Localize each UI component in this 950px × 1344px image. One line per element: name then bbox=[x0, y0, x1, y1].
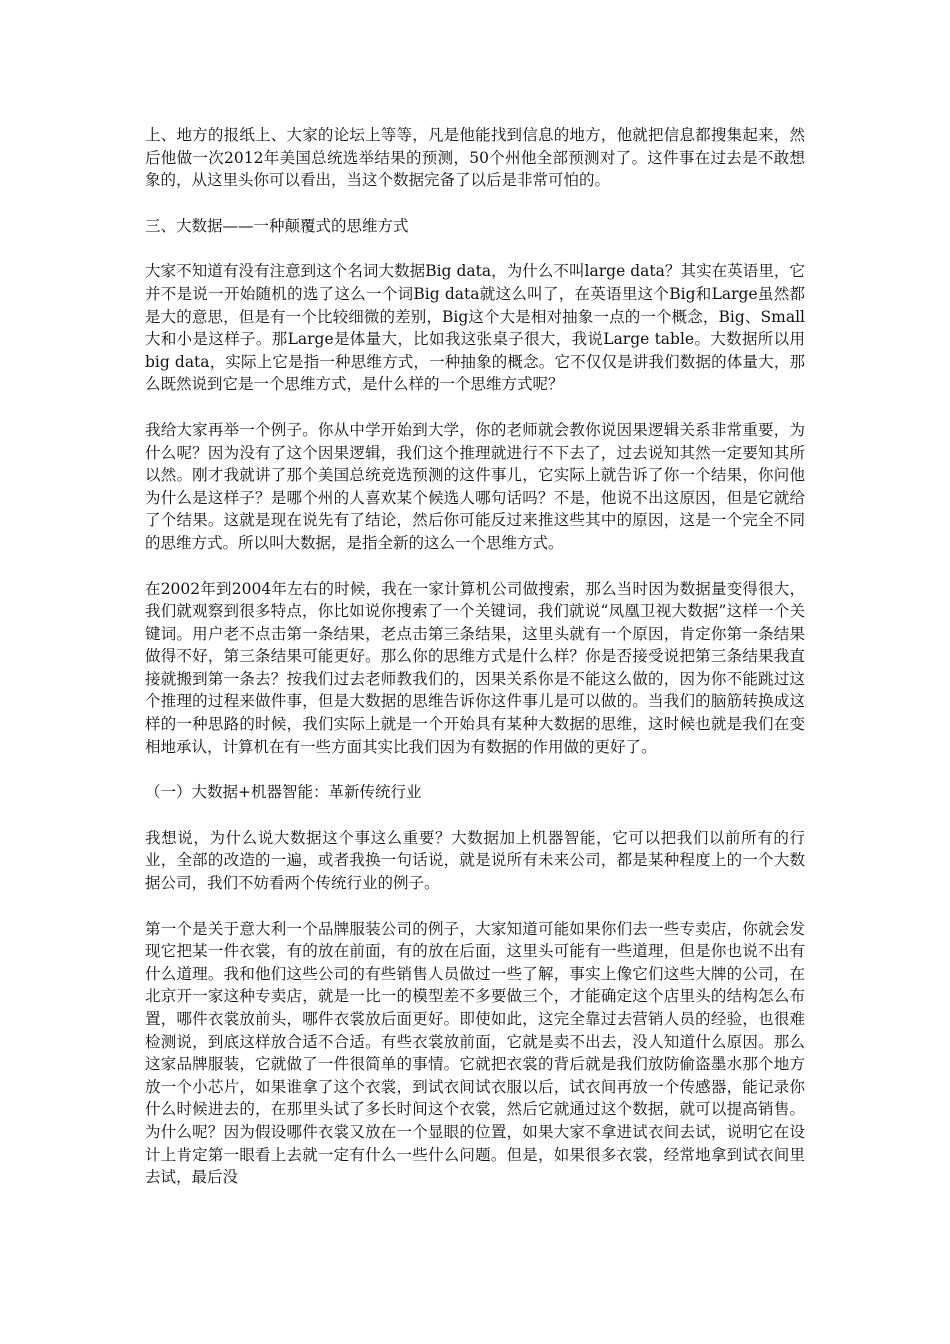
paragraph-5: 我想说，为什么说大数据这个事这么重要？大数据加上机器智能，它可以把我们以前所有的行业，全部的改造的一遍，或者我换一句话说，就是说所有未来公司，都是某种程度上的一个大数据公司，我们不妨看两个传统行业的例子。 bbox=[145, 828, 805, 893]
paragraph-3: 我给大家再举一个例子。你从中学开始到大学，你的老师就会教你说因果逻辑关系非常重要，为什么呢？因为没有了这个因果逻辑，我们这个推理就进行不下去了，过去说知其然一定要知其所以然。刚才我就讲了那个美国总统竞选预测的这件事儿，它实际上就告诉了你一个结果，你问他为什么是这样子？是哪个州的人喜欢某个候选人哪句话吗？不是，他说不出这原因，但是它就给了个结果。这就是现在说先有了结论，然后你可能反过来推这些其中的原因，这是一个完全不同的思维方式。所以叫大数据，是指全新的这么一个思维方式。 bbox=[145, 420, 805, 552]
paragraph-2: 大家不知道有没有注意到这个名词大数据Big data，为什么不叫large data？其实在英语里，它并不是说一开始随机的选了这么一个词Big data就这么叫了，在英语里这个Big和Large虽然都是大的意思，但是有一个比较细微的差别，Big这个大是相对抽象一点的一个概念，Big、Small大和小是这样子。那Large是体量大，比如我这张桌子很大，我说Large table。大数据所以用big data，实际上它是指一种思维方式，一种抽象的概念。它不仅仅是讲我们数据的体量大，那么既然说到它是一个思维方式，是什么样的一个思维方式呢？ bbox=[145, 262, 805, 394]
section-heading-3: 三、大数据——一种颠覆式的思维方式 bbox=[145, 216, 409, 235]
paragraph-1: 上、地方的报纸上、大家的论坛上等等，凡是他能找到信息的地方，他就把信息都搜集起来，然后他做一次2012年美国总统选举结果的预测，50个州他全部预测对了。这件事在过去是不敢想象的，从这里头你可以看出，当这个数据完备了以后是非常可怕的。 bbox=[145, 126, 805, 190]
subsection-heading-1: （一）大数据+机器智能：革新传统行业 bbox=[145, 783, 422, 802]
document-page bbox=[145, 124, 805, 1189]
paragraph-6: 第一个是关于意大利一个品牌服装公司的例子，大家知道可能如果你们去一些专卖店，你就会发现它把某一件衣裳，有的放在前面，有的放在后面，这里头可能有一些道理，但是你也说不出有什么道理。我和他们这些公司的有些销售人员做过一些了解，事实上像它们这些大牌的公司，在北京开一家这种专卖店，就是一比一的模型差不多要做三个，才能确定这个店里头的结构怎么布置，哪件衣裳放前头，哪件衣裳放后面更好。即使如此，这完全靠过去营销人员的经验，也很难检测说，到底这样放合适不合适。有些衣裳放前面，它就是卖不出去，没人知道什么原因。那么这家品牌服装，它就做了一件很简单的事情。它就把衣裳的背后就是我们放防偷盗墨水那个地方放一个小芯片，如果谁拿了这个衣裳，到试衣间试衣服以后，试衣间再放一个传感器，能记录你什么时候进去的，在那里头试了多长时间这个衣裳，然后它就通过这个数据，就可以提高销售。为什么呢？因为假设哪件衣裳又放在一个显眼的位置，如果大家不拿进试衣间去试，说明它在设计上肯定第一眼看上去就一定有什么一些什么问题。但是，如果很多衣裳，经常地拿到试衣间里去试，最后没 bbox=[145, 919, 805, 1187]
paragraph-4: 在2002年到2004年左右的时候，我在一家计算机公司做搜索，那么当时因为数据量变得很大，我们就观察到很多特点，你比如说你搜索了一个关键词，我们就说“凤凰卫视大数据”这样一个关键词。用户老不点击第一条结果，老点击第三条结果，这里头就有一个原因，肯定你第一条结果做得不好，第三条结果可能更好。那么你的思维方式是什么样？你是否接受说把第三条结果我直接就搬到第一条去？按我们过去老师教我们的，因果关系你是不能这么做的，因为你不能跳过这个推理的过程来做件事，但是大数据的思维告诉你这件事儿是可以做的。当我们的脑筋转换成这样的一种思路的时候，我们实际上就是一个开始具有某种大数据的思维，这时候也就是我们在变相地承认，计算机在有一些方面其实比我们因为有数据的作用做的更好了。 bbox=[145, 579, 805, 756]
